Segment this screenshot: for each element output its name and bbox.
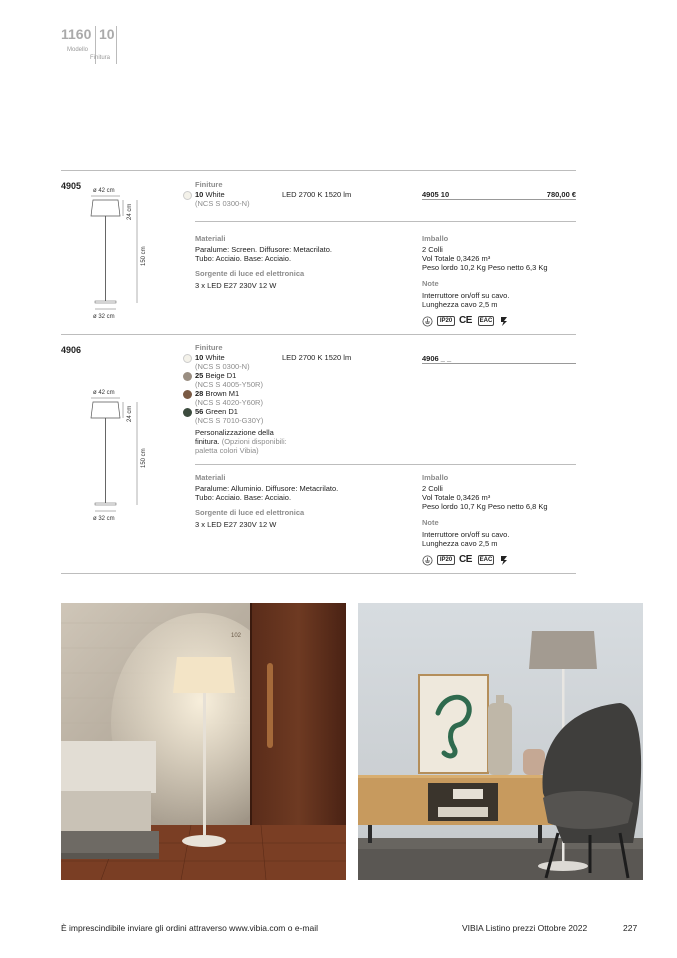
lifestyle-photo-1 [61,603,346,880]
materials-line: Paralume: Screen. Diffusore: Metacrilato. [195,245,333,254]
custom-finish-line: paletta colori Vibia) [195,446,259,455]
notes-line: Lunghezza cavo 2,5 m [422,300,498,309]
led-spec: LED 2700 K 1520 lm [282,353,352,362]
finish-label: Finitura [90,55,111,61]
packaging-line: 2 Colli [422,484,443,493]
dim-total-height: 150 cm [141,448,147,468]
dim-base-diameter: ø 32 cm [93,314,115,320]
materials-line: Tubo: Acciaio. Base: Acciaio. [195,254,292,263]
packaging-title: Imballo [422,234,449,243]
footer-catalog: VIBIA Listino prezzi Ottobre 2022 [462,923,588,933]
model-label: Modello [67,47,89,53]
finish-ncs: (NCS S 0300-N) [195,362,250,371]
ce-mark: CE [459,554,472,565]
finish-code: 10 [99,26,115,42]
notes-line: Interruttore on/off su cavo. [422,530,510,539]
ce-mark: CE [459,315,472,326]
materials-title: Materiali [195,473,226,482]
finishes-title: Finiture [195,343,223,352]
finish-ncs: (NCS S 4005-Y50R) [195,380,263,389]
swatch-green [183,408,192,417]
footer-note: È imprescindibile inviare gli ordini attraverso www.vibia.com o e-mail [61,923,318,933]
dim-total-height: 150 cm [141,246,147,266]
packaging-line: Peso lordo 10,7 Kg Peso netto 6,8 Kg [422,502,548,511]
swatch-beige [183,372,192,381]
dim-base-diameter: ø 32 cm [93,516,115,522]
materials-title: Materiali [195,234,226,243]
finish-ncs: (NCS S 7010-G30Y) [195,416,264,425]
order-code: 4906 _ _ [422,354,452,363]
dimmable-icon [499,555,509,566]
notes-line: Lunghezza cavo 2,5 m [422,539,498,548]
dimmable-icon [499,316,509,327]
swatch-white [183,354,192,363]
light-title: Sorgente di luce ed elettronica [195,269,305,278]
notes-title: Note [422,279,439,288]
cert-icons [422,316,532,328]
dim-shade-diameter: ø 42 cm [93,188,115,194]
swatch-white [183,191,192,200]
finishes-title: Finiture [195,180,223,189]
notes-title: Note [422,518,439,527]
lifestyle-photo-2 [358,603,643,880]
page-number: 227 [623,923,638,933]
finish-ncs: (NCS S 0300-N) [195,199,250,208]
packaging-line: Peso lordo 10,2 Kg Peso netto 6,3 Kg [422,263,548,272]
earth-class-icon [422,555,433,566]
light-title: Sorgente di luce ed elettronica [195,508,305,517]
finish-item: 28 Brown M1 [195,389,240,398]
materials-line: Tubo: Acciaio. Base: Acciaio. [195,493,292,502]
custom-finish-line: finitura. (Opzioni disponibili: [195,437,287,446]
materials-line: Paralume: Alluminio. Diffusore: Metacrilato. [195,484,339,493]
cert-icons [422,555,532,567]
finish-item: 10 White [195,190,225,199]
light-source: 3 x LED E27 230V 12 W [195,281,277,290]
ip-rating-badge: IP20 [437,555,455,565]
finish-item: 10 White [195,353,225,362]
dim-shade-height: 24 cm [127,203,133,220]
order-code: 4905 10 [422,190,450,199]
finish-item: 25 Beige D1 [195,371,237,380]
eac-badge: EAC [479,318,493,324]
custom-finish-line: Personalizzazione della [195,428,274,437]
ip-rating-badge: IP20 [437,316,455,326]
lamp-drawing-4905 [85,183,165,323]
lamp-drawing-4906 [85,385,165,525]
product-id: 4905 [61,181,82,191]
wall-number: 102 [231,633,242,639]
packaging-title: Imballo [422,473,449,482]
swatch-brown [183,390,192,399]
eac-badge: EAC [479,557,493,563]
earth-class-icon [422,316,433,327]
dim-shade-height: 24 cm [127,405,133,422]
price: 780,00 € [546,190,576,199]
packaging-line: Vol Totale 0,3426 m³ [422,493,491,502]
notes-line: Interruttore on/off su cavo. [422,291,510,300]
light-source: 3 x LED E27 230V 12 W [195,520,277,529]
model-header [61,26,121,66]
packaging-line: Vol Totale 0,3426 m³ [422,254,491,263]
packaging-line: 2 Colli [422,245,443,254]
led-spec: LED 2700 K 1520 lm [282,190,352,199]
model-code: 1160 [61,26,92,42]
dim-shade-diameter: ø 42 cm [93,390,115,396]
finish-ncs: (NCS S 4020-Y60R) [195,398,263,407]
finish-item: 56 Green D1 [195,407,238,416]
product-id: 4906 [61,345,82,355]
